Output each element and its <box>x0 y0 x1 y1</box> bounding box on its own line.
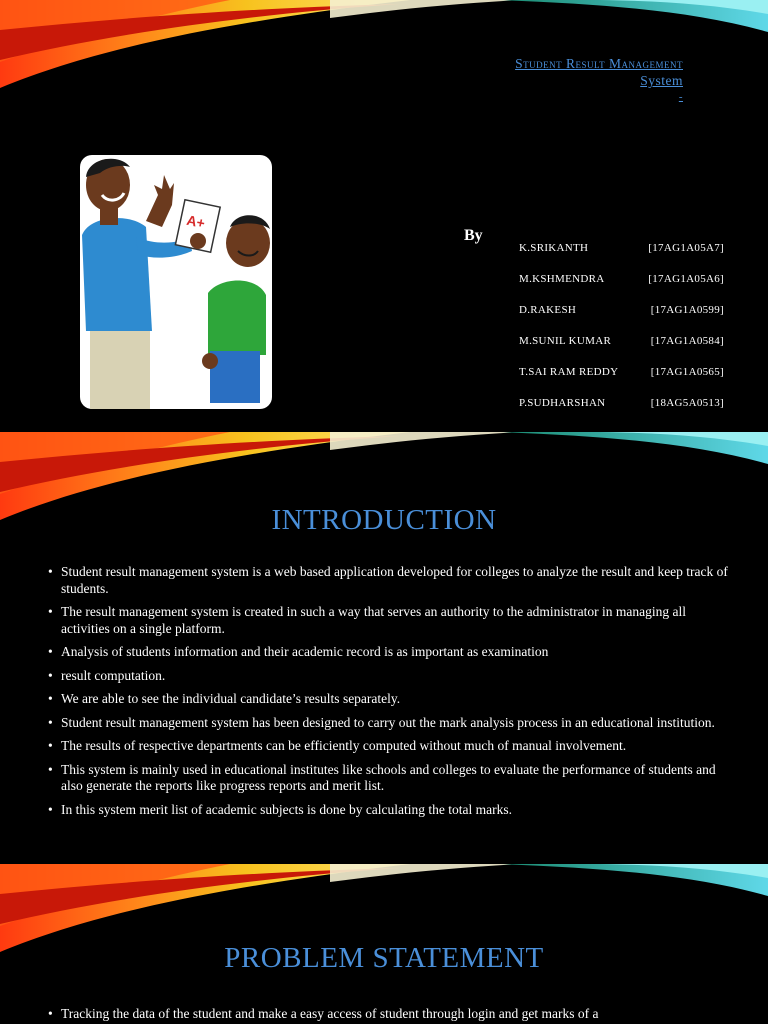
problem-statement-bullets <box>48 1006 728 1024</box>
list-item: • Tracking the data of the student and make a easy access of student through login and get marks of a <box>48 1006 728 1023</box>
member-row <box>519 302 724 333</box>
title-line-1[interactable]: Student Result Management <box>515 56 683 71</box>
presentation-title[interactable] <box>515 55 683 106</box>
member-roll-number: [18AG5A0513] <box>650 397 724 409</box>
member-name: T.SAI RAM REDDY <box>519 366 619 378</box>
member-name: M.KSHMENDRA <box>519 273 605 285</box>
list-item: • Student result management system is a web based application developed for colleges to analyze the result and keep track of students. <box>48 564 728 597</box>
title-line-3[interactable]: - <box>678 91 683 103</box>
member-name: D.RAKESH <box>519 304 577 316</box>
teacher-student-illustration <box>80 155 272 409</box>
grade-text: A+ <box>185 211 207 232</box>
problem-statement-slide <box>0 864 768 1024</box>
introduction-heading: INTRODUCTION <box>271 504 497 536</box>
team-members-list <box>519 240 724 426</box>
list-item: • This system is mainly used in educational institutes like schools and colleges to evaluate the performance of students and also generate the reports like progress reports and merit list. <box>48 762 728 795</box>
problem-statement-heading: PROBLEM STATEMENT <box>224 942 544 974</box>
title-slide <box>0 0 768 432</box>
member-row <box>519 240 724 271</box>
member-row <box>519 395 724 426</box>
member-name: P.SUDHARSHAN <box>519 397 606 409</box>
title-line-2[interactable]: System <box>640 73 683 88</box>
list-item: • Student result management system has been designed to carry out the mark analysis process in an educational institution. <box>48 715 728 732</box>
list-item: • The results of respective departments can be efficiently computed without much of manual involvement. <box>48 738 728 755</box>
list-item: • Analysis of students information and their academic record is as important as examination <box>48 644 728 661</box>
introduction-bullets <box>48 564 728 825</box>
member-roll-number: [17AG1A05A7] <box>648 242 724 254</box>
member-roll-number: [17AG1A0584] <box>650 335 724 347</box>
member-name: K.SRIKANTH <box>519 242 589 254</box>
member-roll-number: [17AG1A05A6] <box>648 273 724 285</box>
member-name: M.SUNIL KUMAR <box>519 335 612 347</box>
by-label: By <box>464 227 483 244</box>
list-item: • result computation. <box>48 668 728 685</box>
member-row <box>519 271 724 302</box>
member-row <box>519 364 724 395</box>
member-row <box>519 333 724 364</box>
list-item: • We are able to see the individual candidate’s results separately. <box>48 691 728 708</box>
list-item: • The result management system is created in such a way that serves an authority to the administrator in managing all activities on a single platform. <box>48 604 728 637</box>
illustration-image <box>80 155 272 409</box>
member-roll-number: [17AG1A0599] <box>650 304 724 316</box>
list-item: • In this system merit list of academic subjects is done by calculating the total marks. <box>48 802 728 819</box>
introduction-slide <box>0 432 768 864</box>
member-roll-number: [17AG1A0565] <box>650 366 724 378</box>
